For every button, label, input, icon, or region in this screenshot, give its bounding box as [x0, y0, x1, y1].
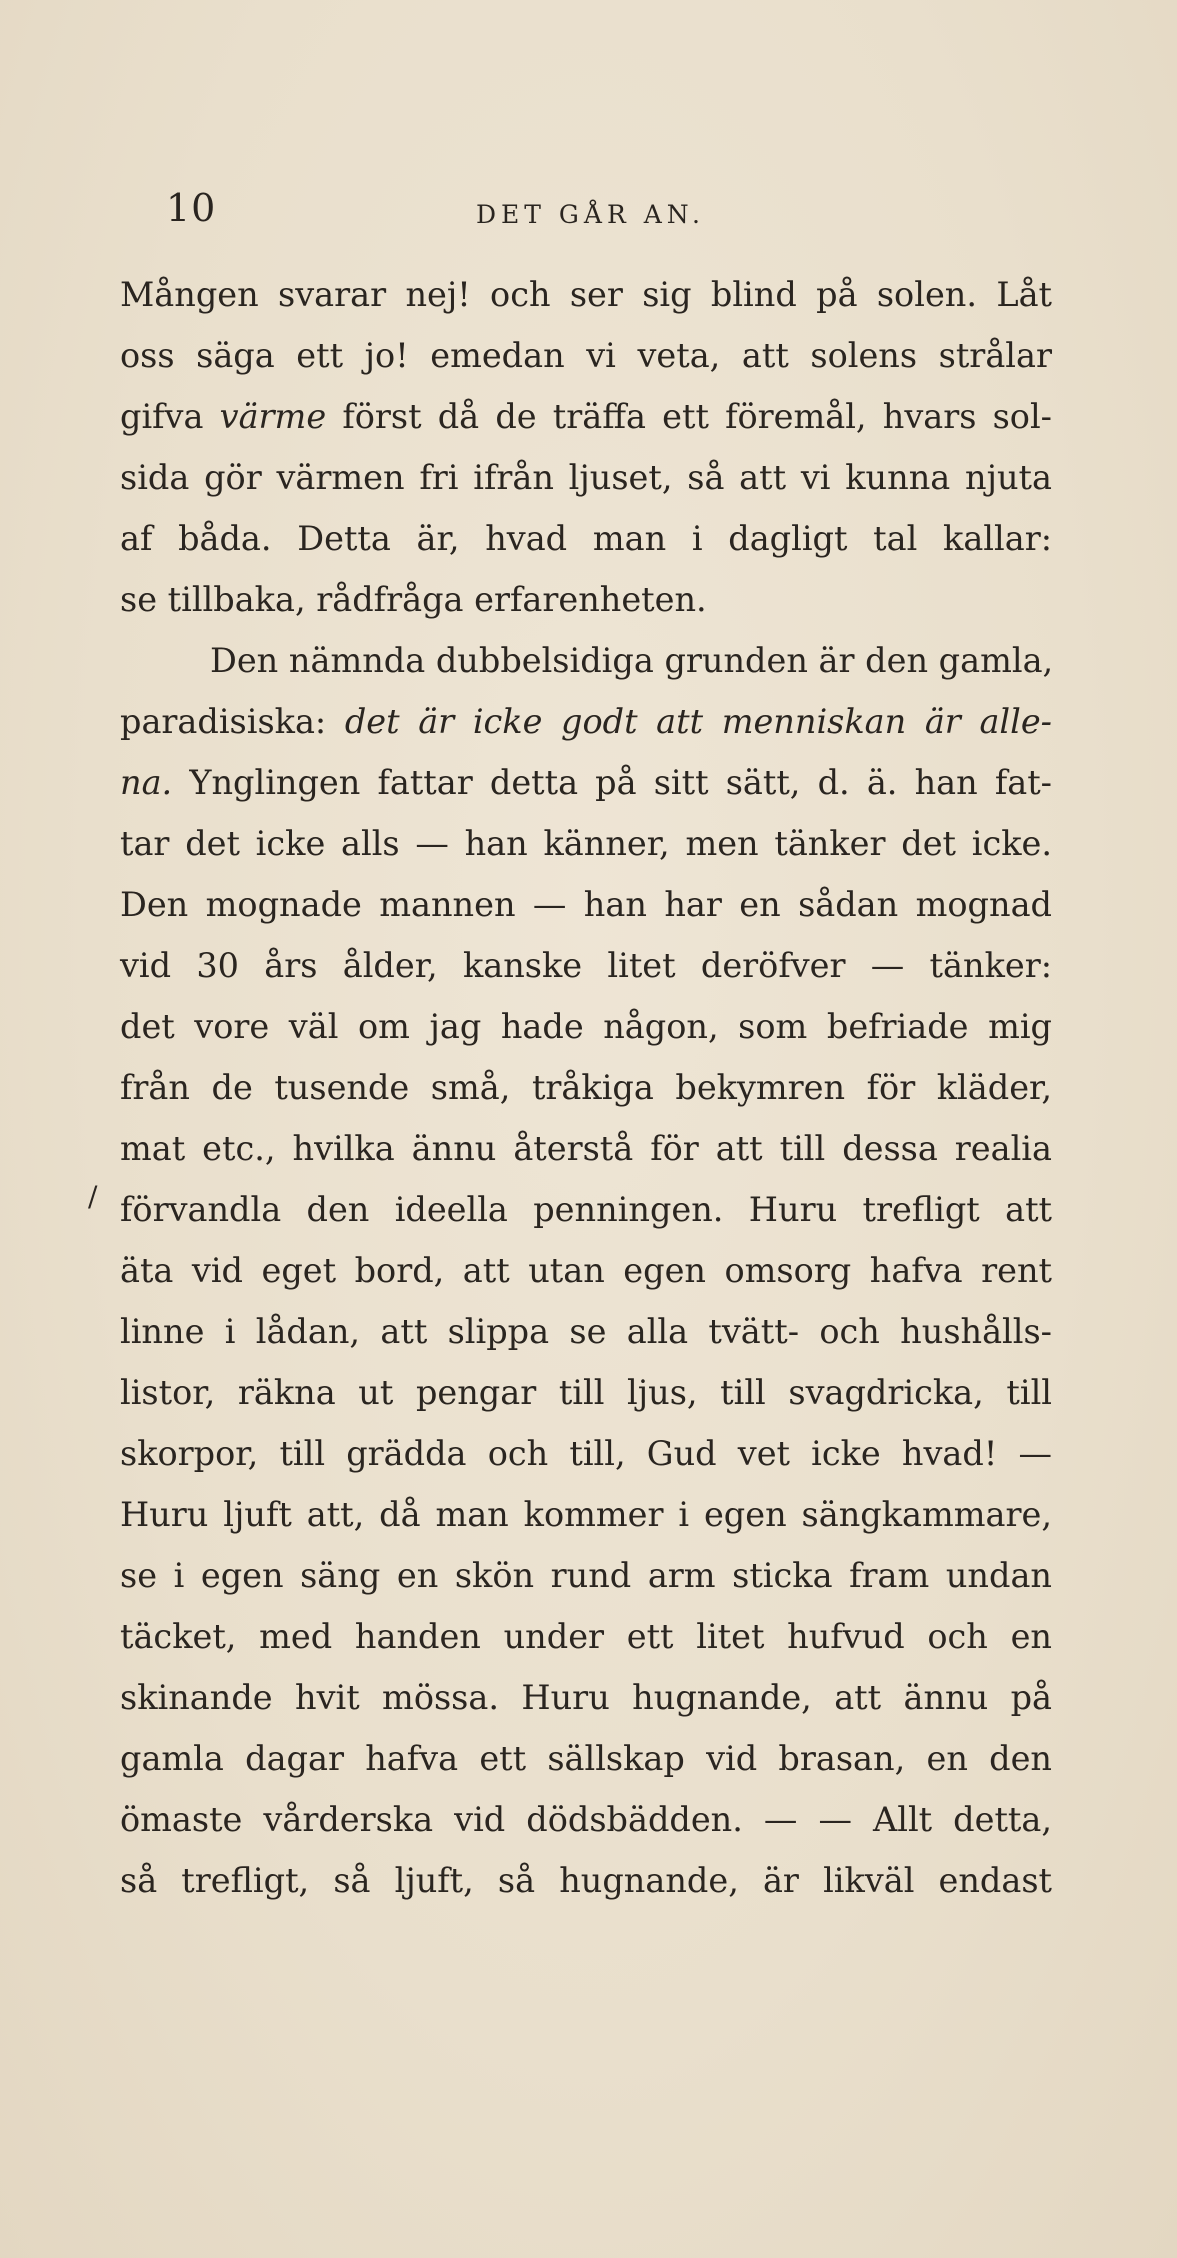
text-line: Den mognade mannen — han har en sådan mognad	[120, 885, 1052, 924]
text-line: ömaste vårderska vid dödsbädden. — — Allt detta,	[120, 1800, 1052, 1839]
text-line: Den nämnda dubbelsidiga grunden är den gamla,	[210, 641, 1054, 680]
text-line: täcket, med handen under ett litet hufvud och en	[120, 1617, 1052, 1656]
text-line: så trefligt, så ljuft, så hugnande, är likväl endast	[120, 1861, 1052, 1900]
page-header	[166, 186, 1046, 246]
text-line: äta vid eget bord, att utan egen omsorg hafva rent	[120, 1251, 1052, 1290]
text-line: gamla dagar hafva ett sällskap vid brasan, en den	[120, 1739, 1052, 1778]
text-line: af båda. Detta är, hvad man i dagligt tal kallar:	[120, 519, 1052, 558]
running-head: DET GÅR AN.	[476, 200, 705, 229]
text-line: från de tusende små, tråkiga bekymren för kläder,	[120, 1068, 1052, 1107]
text-line: förvandla den ideella penningen. Huru trefligt att	[120, 1190, 1052, 1229]
text-line: det vore väl om jag hade någon, som befriade mig	[120, 1007, 1052, 1046]
text-line: se i egen säng en skön rund arm sticka fram undan	[120, 1556, 1052, 1595]
margin-mark: /	[88, 1180, 98, 1213]
text-line: gifva värme först då de träffa ett föremål, hvars sol-	[120, 397, 1052, 436]
text-line: skorpor, till grädda och till, Gud vet icke hvad! —	[120, 1434, 1052, 1473]
text-line: oss säga ett jo! emedan vi veta, att solens strålar	[120, 336, 1052, 375]
text-line: tar det icke alls — han känner, men tänker det icke.	[120, 824, 1052, 863]
text-line: Huru ljuft att, då man kommer i egen sängkammare,	[120, 1495, 1052, 1534]
text-line: vid 30 års ålder, kanske litet deröfver — tänker:	[120, 946, 1052, 985]
text-line: mat etc., hvilka ännu återstå för att till dessa realia	[120, 1129, 1052, 1168]
body-text	[120, 264, 1052, 1911]
text-line: skinande hvit mössa. Huru hugnande, att ännu på	[120, 1678, 1052, 1717]
text-line: Mången svarar nej! och ser sig blind på solen. Låt	[120, 275, 1052, 314]
page-number: 10	[166, 186, 217, 230]
text-line: na. Ynglingen fattar detta på sitt sätt, d. ä. han fat-	[120, 763, 1052, 802]
text-line: sida gör värmen fri ifrån ljuset, så att vi kunna njuta	[120, 458, 1052, 497]
text-line: linne i lådan, att slippa se alla tvätt- och hushålls-	[120, 1312, 1052, 1351]
text-line: listor, räkna ut pengar till ljus, till svagdricka, till	[120, 1373, 1052, 1412]
text-line: paradisiska: det är icke godt att menniskan är alle-	[120, 702, 1052, 741]
text-line: se tillbaka, rådfråga erfarenheten.	[120, 580, 707, 619]
